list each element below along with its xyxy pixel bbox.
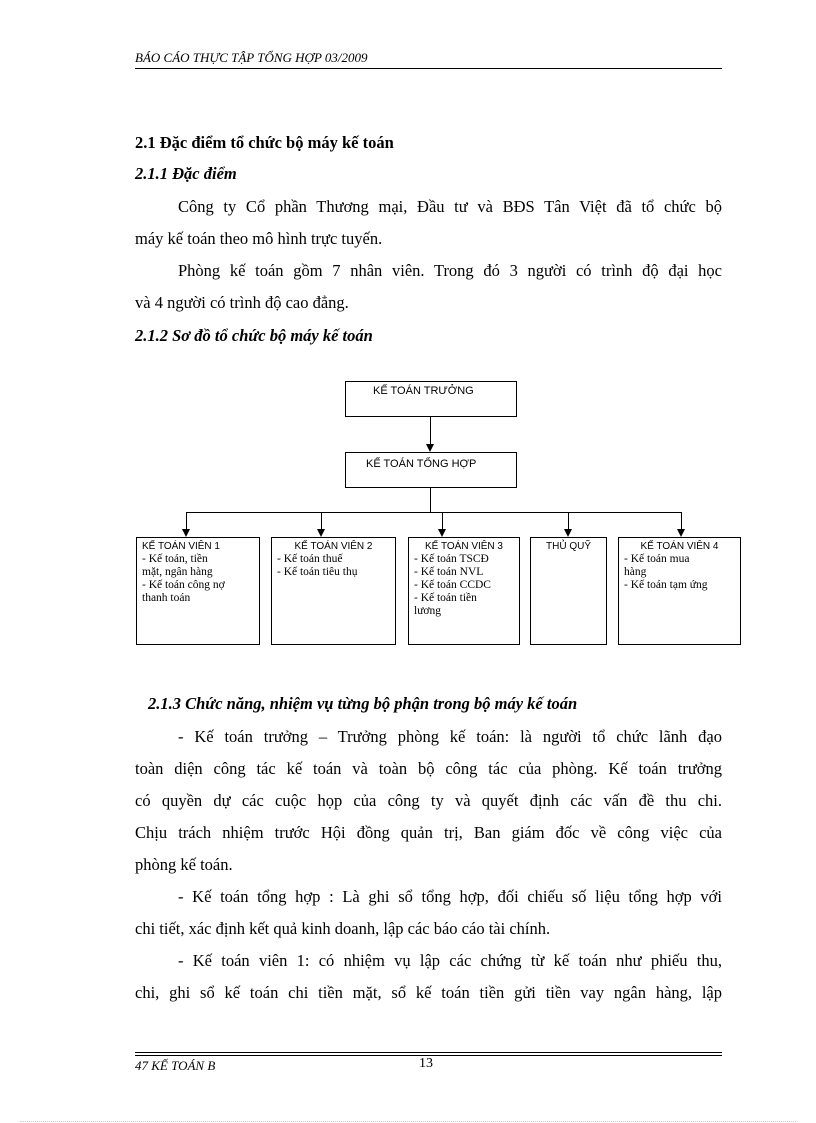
section-2-1-heading: 2.1 Đặc điểm tổ chức bộ máy kế toán — [135, 133, 394, 152]
paragraph-line: Công ty Cổ phần Thương mại, Đầu tư và BĐS Tân Việt đã tổ chức bộ — [178, 197, 722, 216]
paragraph-line: chi, ghi sổ kế toán chi tiền mặt, sổ kế toán tiền gửi tiền vay ngân hàng, lập — [135, 983, 722, 1002]
general-accountant-label: KẾ TOÁN TỔNG HỢP — [366, 458, 477, 470]
cashier-box — [530, 537, 607, 645]
page-edge — [20, 1121, 796, 1122]
chief-accountant-label: KẾ TOÁN TRƯỞNG — [373, 385, 474, 397]
paragraph-line: - Kế toán tổng hợp : Là ghi sổ tổng hợp, đối chiếu số liệu tổng hợp với — [178, 887, 722, 906]
paragraph-line: - Kế toán trưởng – Trưởng phòng kế toán: là người tổ chức lãnh đạo — [178, 727, 722, 746]
footer-rule — [135, 1052, 722, 1053]
paragraph-line: chi tiết, xác định kết quả kinh doanh, lập các báo cáo tài chính. — [135, 919, 551, 938]
header-rule — [135, 68, 722, 69]
page-header: BÁO CÁO THỰC TẬP TỔNG HỢP 03/2009 — [135, 50, 368, 65]
section-2-1-1-heading: 2.1.1 Đặc điểm — [135, 164, 237, 183]
staff1-item: - Kế toán công nợ — [142, 579, 225, 591]
cashier-title: THỦ QUỸ — [546, 541, 591, 552]
section-2-1-2-heading: 2.1.2 Sơ đồ tổ chức bộ máy kế toán — [135, 326, 373, 345]
staff4-item: - Kế toán tạm ứng — [624, 579, 708, 591]
connector-line — [321, 512, 322, 530]
staff1-item: thanh toán — [142, 592, 191, 604]
staff3-item: - Kế toán tiền — [414, 592, 477, 604]
paragraph-line: toàn diện công tác kế toán và toàn bộ công tác của phòng. Kế toán trưởng — [135, 759, 722, 778]
staff2-title: KẾ TOÁN VIÊN 2 — [294, 541, 373, 552]
chief-accountant-box — [345, 381, 517, 417]
staff1-item: mặt, ngân hàng — [142, 566, 213, 578]
staff3-item: - Kế toán NVL — [414, 566, 484, 578]
staff2-item: - Kế toán tiêu thụ — [277, 566, 358, 578]
connector-line — [186, 512, 187, 530]
arrow-down-icon — [182, 529, 190, 537]
staff3-title: KẾ TOÁN VIÊN 3 — [425, 541, 503, 552]
paragraph-line: Chịu trách nhiệm trước Hội đồng quản trị, Ban giám đốc về công việc của — [135, 823, 722, 842]
page-number: 13 — [419, 1056, 433, 1071]
arrow-down-icon — [438, 529, 446, 537]
staff3-item: - Kế toán CCDC — [414, 579, 491, 591]
connector-line — [430, 488, 431, 512]
paragraph-line: và 4 người có trình độ cao đẳng. — [135, 293, 349, 312]
footer-label: 47 KẾ TOÁN B — [135, 1058, 216, 1073]
staff4-item: - Kế toán mua — [624, 553, 690, 565]
staff2-box — [271, 537, 396, 645]
connector-line — [681, 512, 682, 530]
paragraph-line: - Kế toán viên 1: có nhiệm vụ lập các chứng từ kế toán như phiếu thu, — [178, 951, 722, 970]
staff1-box — [136, 537, 260, 645]
paragraph-line: máy kế toán theo mô hình trực tuyến. — [135, 229, 383, 248]
staff4-box — [618, 537, 741, 645]
arrow-down-icon — [426, 444, 434, 452]
arrow-down-icon — [317, 529, 325, 537]
staff4-item: hàng — [624, 566, 647, 578]
section-2-1-3-heading: 2.1.3 Chức năng, nhiệm vụ từng bộ phận trong bộ máy kế toán — [148, 694, 578, 713]
staff3-item: lương — [414, 605, 442, 617]
staff4-title: KẾ TOÁN VIÊN 4 — [640, 541, 719, 552]
staff3-box — [408, 537, 520, 645]
connector-line — [430, 417, 431, 445]
staff1-item: - Kế toán, tiền — [142, 553, 208, 565]
arrow-down-icon — [677, 529, 685, 537]
staff3-item: - Kế toán TSCĐ — [414, 553, 489, 565]
staff2-item: - Kế toán thuế — [277, 553, 343, 565]
arrow-down-icon — [564, 529, 572, 537]
connector-line — [442, 512, 443, 530]
paragraph-line: Phòng kế toán gồm 7 nhân viên. Trong đó 3 người có trình độ đại học — [178, 261, 722, 280]
general-accountant-box — [345, 452, 517, 488]
paragraph-line: có quyền dự các cuộc họp của công ty và quyết định các vấn đề thu chi. — [135, 791, 722, 810]
staff1-title: KẾ TOÁN VIÊN 1 — [142, 541, 220, 552]
paragraph-line: phòng kế toán. — [135, 855, 233, 874]
connector-line — [568, 512, 569, 530]
connector-bus-line — [186, 512, 681, 513]
